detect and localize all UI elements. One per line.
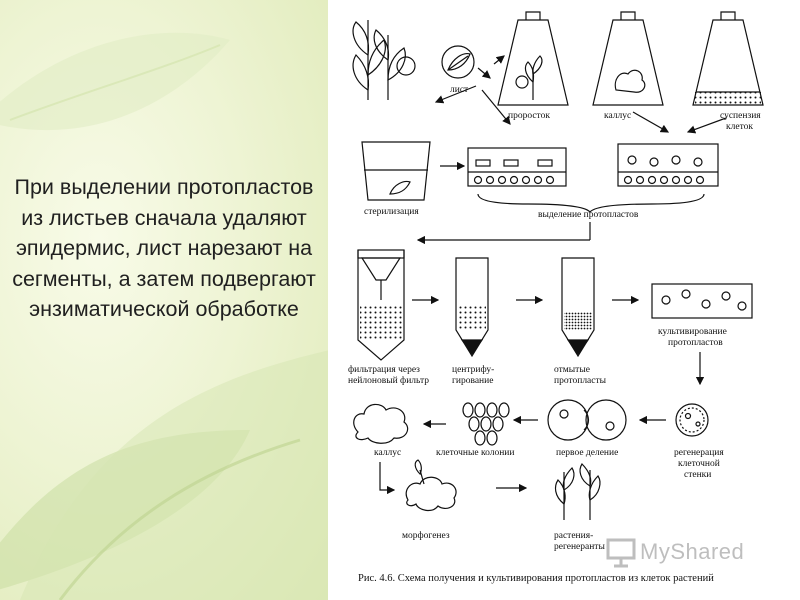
culture-dish-icon <box>652 284 752 318</box>
cell-wall-regeneration-icon <box>676 404 708 436</box>
label-suspension-2: клеток <box>726 122 753 132</box>
watermark-text: MyShared <box>640 539 745 564</box>
label-filtration-1: фильтрация через <box>348 365 420 375</box>
label-sterilization: стерилизация <box>364 207 419 217</box>
diagram-figure <box>328 0 800 600</box>
filter-funnel-icon <box>358 250 404 360</box>
label-colonies: клеточные колонии <box>436 448 515 458</box>
label-regen-3: стенки <box>684 470 712 480</box>
protoplast-diagram <box>328 0 800 600</box>
morphogenesis-icon <box>406 460 456 510</box>
label-sprout: проросток <box>508 111 550 121</box>
centrifuge-tube-icon <box>456 258 488 356</box>
label-regen-2: клеточной <box>678 459 720 469</box>
label-centrifuge-2: гирование <box>452 376 494 386</box>
callus-icon <box>354 404 408 443</box>
label-leaf: лист <box>450 85 469 95</box>
slide-body-text: При выделении протопластов из листьев сначала удаляют эпидермис, лист нарезают на сегменты, а затем подвергают энзиматической обработке <box>12 175 316 321</box>
first-division-icon <box>548 400 626 440</box>
label-first-division: первое деление <box>556 448 619 458</box>
label-washed-1: отмытые <box>554 365 590 375</box>
leaf-circle-icon <box>442 46 474 78</box>
figure-caption: Рис. 4.6. Схема получения и культивирования протопластов из клеток растений <box>358 573 714 584</box>
label-plants-2: регенеранты <box>554 542 605 552</box>
label-plants-1: растения- <box>554 531 594 541</box>
sprout-flask-icon <box>498 12 568 105</box>
label-isolation: выделение протопластов <box>538 210 639 220</box>
washed-tube-icon <box>562 258 594 356</box>
label-morphogenesis: морфогенез <box>402 531 450 541</box>
presentation-board-icon <box>604 536 638 568</box>
left-text-panel <box>0 0 328 600</box>
label-washed-2: протопласты <box>554 376 607 386</box>
label-centrifuge-1: центрифу- <box>452 365 495 375</box>
suspension-flask-icon <box>693 12 763 105</box>
regenerant-plants-icon <box>556 464 600 520</box>
label-callus-bottom: каллус <box>374 448 402 458</box>
sterilization-beaker-icon <box>362 142 430 200</box>
cell-colonies-icon <box>463 403 509 445</box>
watermark <box>604 536 784 568</box>
label-culture-1: культивирование <box>658 327 727 337</box>
label-suspension-1: суспензия <box>720 111 761 121</box>
plant-icon <box>353 20 415 100</box>
callus-flask-icon <box>593 12 663 105</box>
label-regen-1: регенерация <box>674 448 724 458</box>
label-filtration-2: нейлоновый фильтр <box>348 376 430 386</box>
isolation-dish-right-icon <box>618 144 718 186</box>
isolation-dish-left-icon <box>468 148 566 186</box>
label-culture-2: протопластов <box>668 338 723 348</box>
label-callus-top: каллус <box>604 111 632 121</box>
